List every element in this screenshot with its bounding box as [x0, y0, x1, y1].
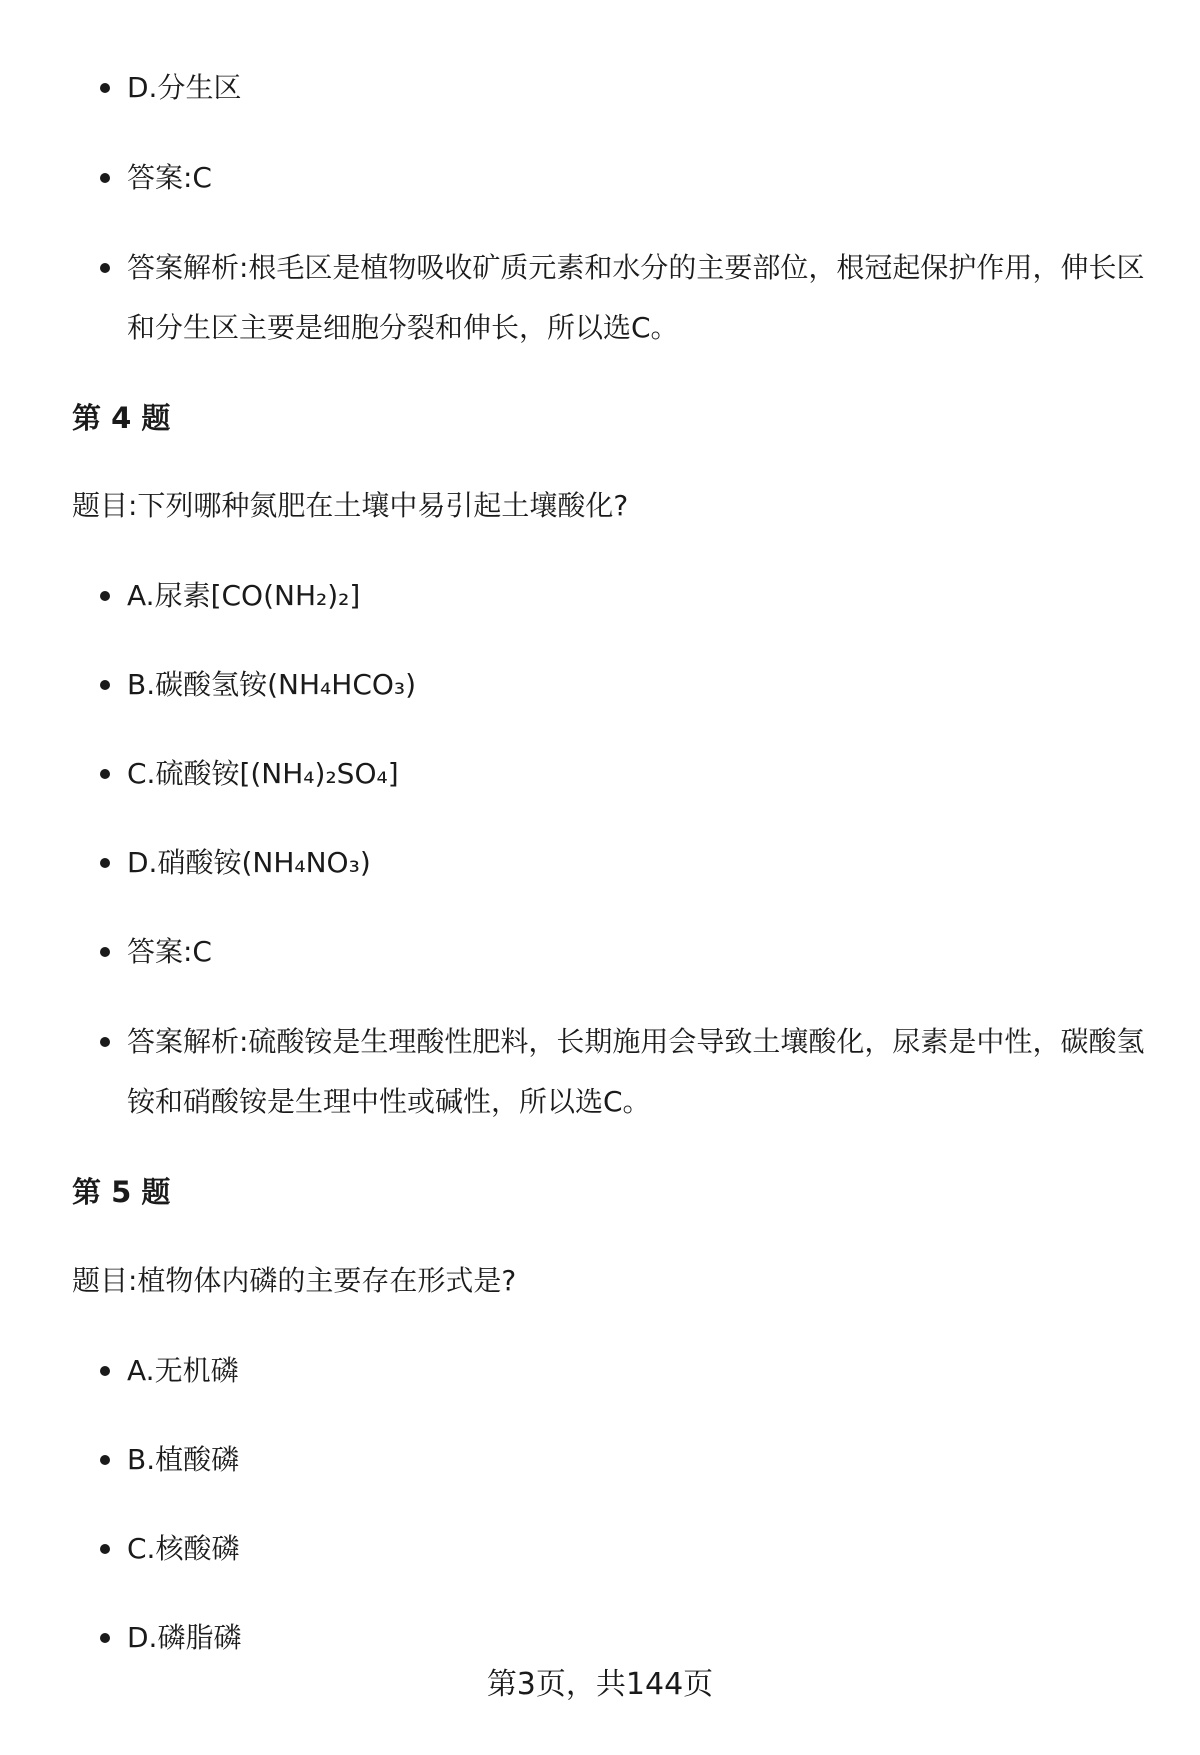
question-5-heading: 第 5 题 [72, 1175, 171, 1209]
page-footer: 第3页，共144页 [486, 1667, 714, 1702]
prev-answer: 答案:C [127, 148, 1157, 208]
question-5-option-b: B.植酸磷 [127, 1430, 1157, 1490]
question-5-text: 题目:植物体内磷的主要存在形式是? [72, 1264, 517, 1297]
question-4-explanation: 答案解析:硫酸铵是生理酸性肥料，长期施用会导致土壤酸化，尿素是中性，碳酸氢铵和硝酸铵是生理中性或碱性，所以选C。 [127, 1012, 1157, 1132]
question-5-option-a: A.无机磷 [127, 1341, 1157, 1401]
question-5-option-c: C.核酸磷 [127, 1519, 1157, 1579]
question-4-option-c: C.硫酸铵[(NH₄)₂SO₄] [127, 744, 1157, 804]
prev-option-d: D.分生区 [127, 58, 1157, 118]
question-4-option-d: D.硝酸铵(NH₄NO₃) [127, 833, 1157, 893]
question-4-option-b: B.碳酸氢铵(NH₄HCO₃) [127, 655, 1157, 715]
question-5-option-d: D.磷脂磷 [127, 1608, 1157, 1668]
question-4-heading: 第 4 题 [72, 401, 171, 435]
question-4-text: 题目:下列哪种氮肥在土壤中易引起土壤酸化? [72, 489, 629, 522]
prev-explanation: 答案解析:根毛区是植物吸收矿质元素和水分的主要部位，根冠起保护作用，伸长区和分生区主要是细胞分裂和伸长，所以选C。 [127, 238, 1157, 358]
question-4-option-a: A.尿素[CO(NH₂)₂] [127, 566, 1157, 626]
question-4-answer: 答案:C [127, 922, 1157, 982]
